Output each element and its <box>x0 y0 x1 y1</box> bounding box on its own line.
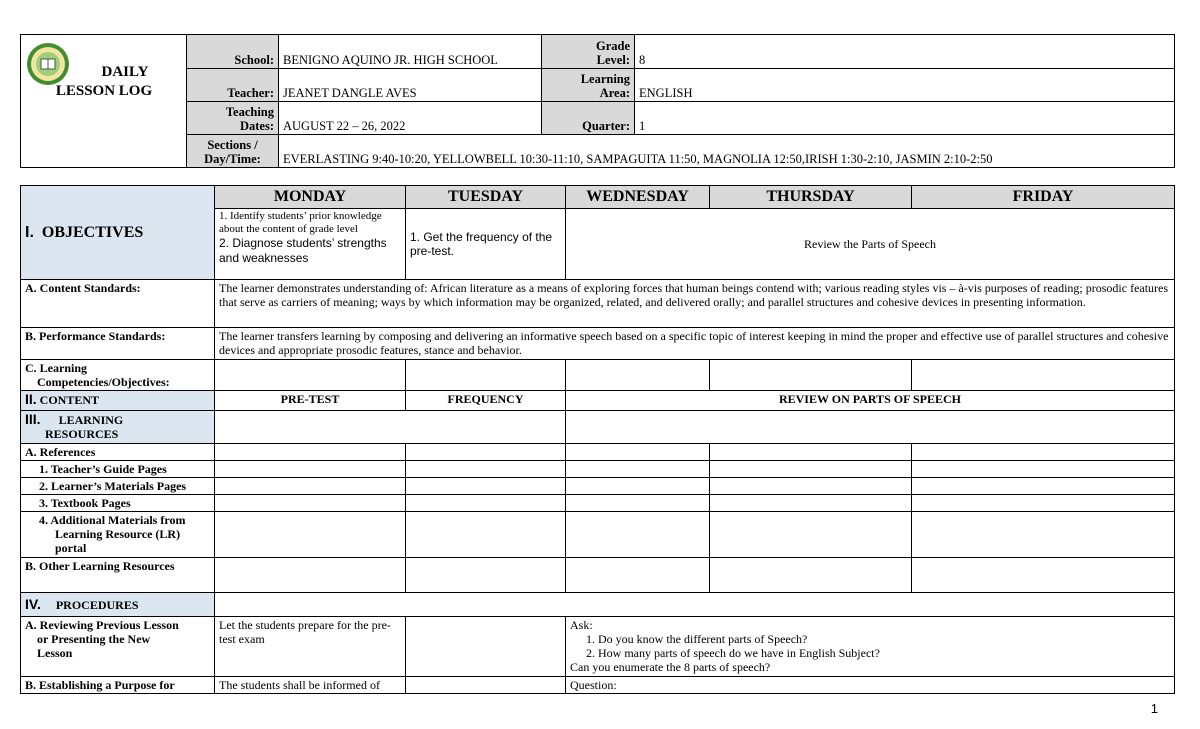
page-number: 1 <box>1150 701 1158 716</box>
ask-question-3: Can you enumerate the 8 parts of speech? <box>570 660 771 674</box>
content-standards-label: A. Content Standards: <box>21 280 215 328</box>
school-label: School: <box>187 35 279 69</box>
objectives-monday: 1. Identify students’ prior knowledge about the content of grade level 2. Diagnose students’ strengths and weaknesses <box>215 209 406 280</box>
competencies-wednesday <box>566 360 710 391</box>
quarter-value: 1 <box>635 102 1175 135</box>
tg-pages-label: 1. Teacher’s Guide Pages <box>21 461 215 478</box>
sections-label: Sections / Day/Time: <box>187 135 279 168</box>
procedures-heading: IV. PROCEDURES <box>21 593 215 617</box>
day-wednesday: WEDNESDAY <box>566 186 710 209</box>
teacher-value: JEANET DANGLE AVES <box>279 69 542 102</box>
procedure-b-tuesday <box>406 677 566 694</box>
resources-mon-tue <box>215 411 566 444</box>
sections-value: EVERLASTING 9:40-10:20, YELLOWBELL 10:30-11:10, SAMPAGUITA 11:50, MAGNOLIA 12:50,IRISH 1:30-2:10, JASMIN 2:10-2:50 <box>279 135 1175 168</box>
performance-standards-label: B. Performance Standards: <box>21 328 215 360</box>
header-table <box>20 34 1175 168</box>
lm-pages-label: 2. Learner’s Materials Pages <box>21 478 215 495</box>
procedure-b-label: B. Establishing a Purpose for <box>21 677 215 694</box>
day-friday: FRIDAY <box>912 186 1175 209</box>
day-monday: MONDAY <box>215 186 406 209</box>
procedure-a-monday: Let the students prepare for the pre-test exam <box>215 617 406 677</box>
lesson-table <box>20 185 1175 694</box>
title-line-2: LESSON LOG <box>55 83 153 99</box>
procedure-a-wed-fri: Ask: 1. Do you know the different parts of Speech? 2. How many parts of speech do we have in English Subject? Can you enumerate the 8 parts of speech? <box>566 617 1175 677</box>
references-label: A. References <box>21 444 215 461</box>
additional-materials-label: 4. Additional Materials from Learning Resource (LR) portal <box>21 512 215 558</box>
dates-value: AUGUST 22 – 26, 2022 <box>279 102 542 135</box>
grade-value: 8 <box>635 35 1175 69</box>
day-tuesday: TUESDAY <box>406 186 566 209</box>
procedure-b-wed-fri: Question: <box>566 677 1175 694</box>
content-heading: II. CONTENT <box>21 391 215 411</box>
resources-wed-fri <box>566 411 1175 444</box>
competencies-label: C. Learning Competencies/Objectives: <box>21 360 215 391</box>
dates-label: Teaching Dates: <box>187 102 279 135</box>
ask-question-2: 2. How many parts of speech do we have in English Subject? <box>598 646 1170 660</box>
grade-label: Grade Level: <box>542 35 635 69</box>
textbook-pages-label: 3. Textbook Pages <box>21 495 215 512</box>
area-label: Learning Area: <box>542 69 635 102</box>
content-monday: PRE-TEST <box>215 391 406 411</box>
objectives-wed-fri: Review the Parts of Speech <box>566 209 1175 280</box>
ask-question-1: 1. Do you know the different parts of Speech? <box>598 632 1170 646</box>
objectives-heading: I. OBJECTIVES <box>21 186 215 280</box>
competencies-thursday <box>710 360 912 391</box>
resources-heading: III. LEARNING RESOURCES <box>21 411 215 444</box>
content-standards-text: The learner demonstrates understanding of: African literature as a means of exploring forces that human beings contend with; various reading styles vis – à-vis purposes of reading; prosodic features that serve as carriers of meaning; ways by which information may be organized, related, and delivered orally; and parallel structures and cohesive devices in presenting information. <box>215 280 1175 328</box>
competencies-friday <box>912 360 1175 391</box>
school-value: BENIGNO AQUINO JR. HIGH SCHOOL <box>279 35 542 69</box>
day-thursday: THURSDAY <box>710 186 912 209</box>
content-wed-fri: REVIEW ON PARTS OF SPEECH <box>566 391 1175 411</box>
title-line-1: DAILY <box>101 64 149 80</box>
header-logo-cell <box>21 35 187 168</box>
other-resources-label: B. Other Learning Resources <box>21 558 215 593</box>
teacher-label: Teacher: <box>187 69 279 102</box>
competencies-tuesday <box>406 360 566 391</box>
objectives-tuesday: 1. Get the frequency of the pre-test. <box>406 209 566 280</box>
content-tuesday: FREQUENCY <box>406 391 566 411</box>
quarter-label: Quarter: <box>542 102 635 135</box>
procedure-a-label: A. Reviewing Previous Lesson or Presenting the New Lesson <box>21 617 215 677</box>
procedure-b-monday: The students shall be informed of <box>215 677 406 694</box>
procedure-a-tuesday <box>406 617 566 677</box>
performance-standards-text: The learner transfers learning by composing and delivering an informative speech based on a specific topic of interest keeping in mind the proper and effective use of parallel structures and cohesive devices and appropriate prosodic features, stance and behavior. <box>215 328 1175 360</box>
area-value: ENGLISH <box>635 69 1175 102</box>
competencies-monday <box>215 360 406 391</box>
